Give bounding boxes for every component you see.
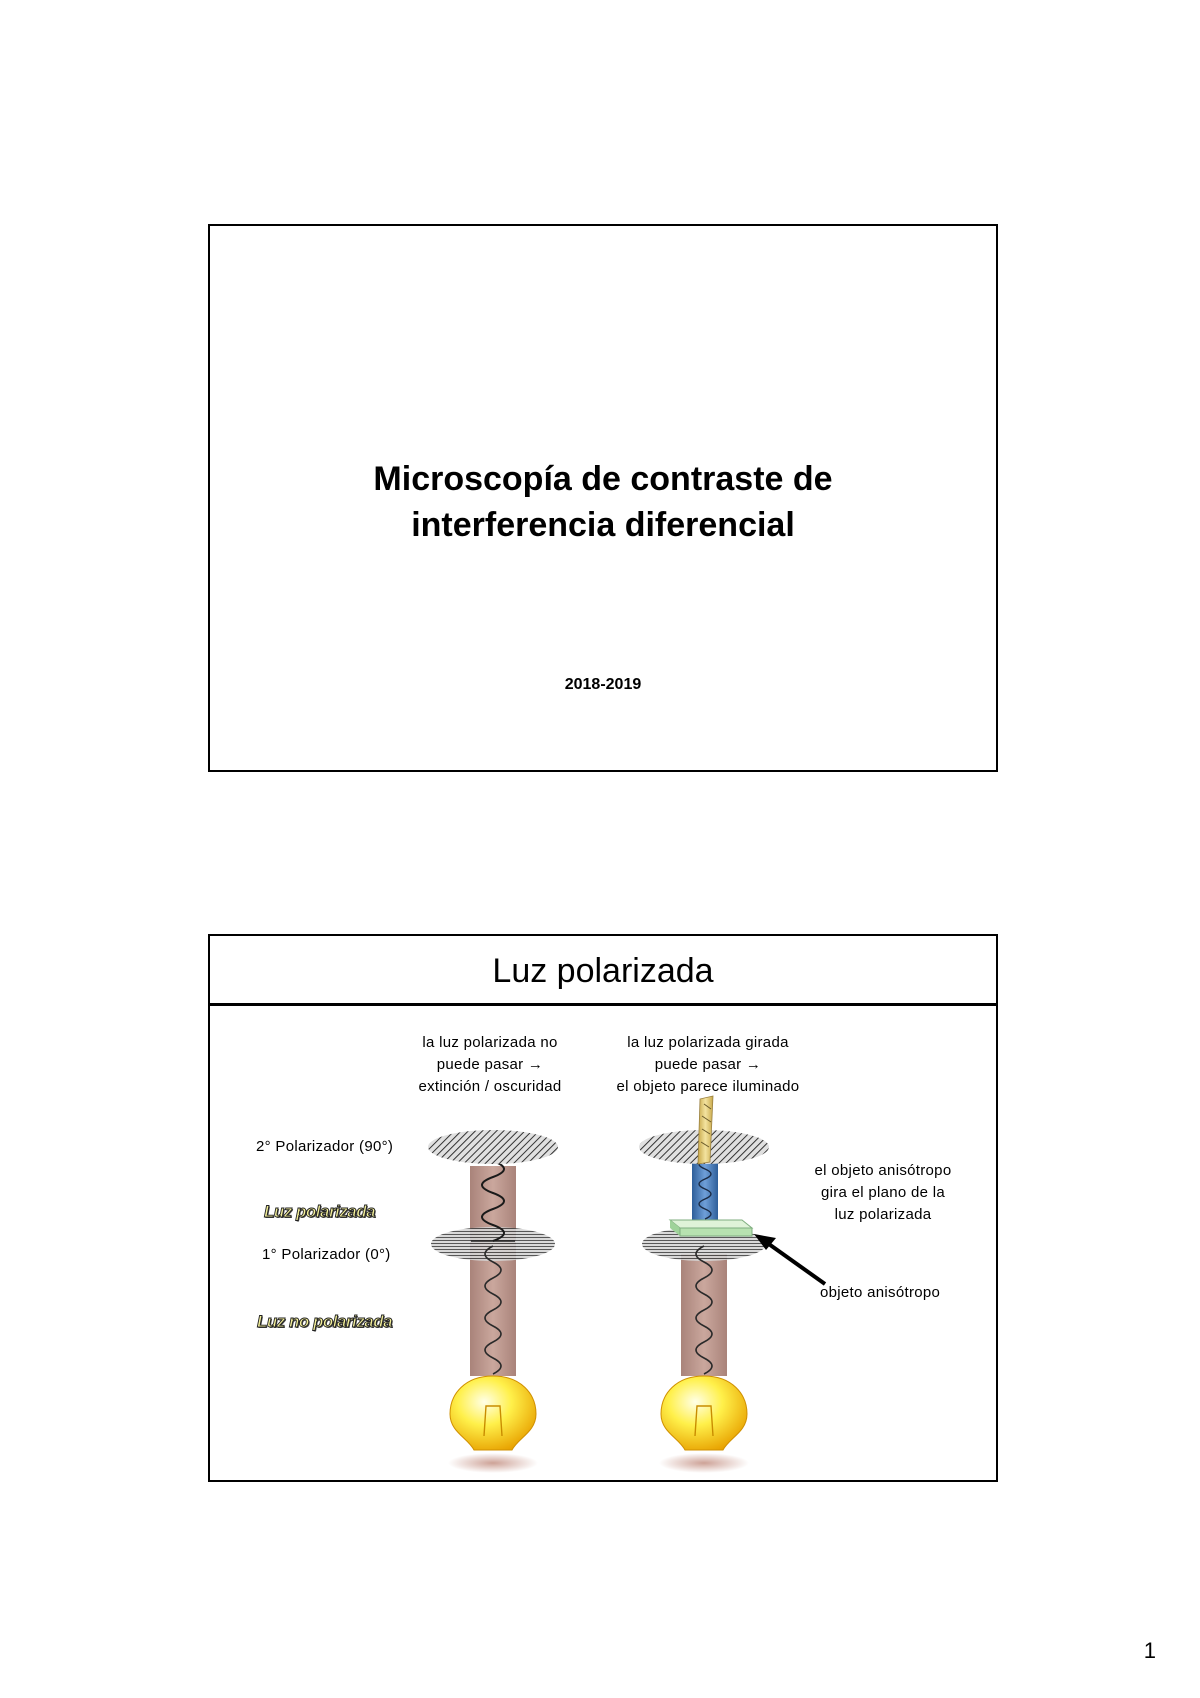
caption-line: puede pasar → xyxy=(654,1056,762,1073)
transmitted-light-beam xyxy=(698,1096,713,1164)
polarized-light-label: Luz polarizada xyxy=(264,1202,376,1221)
anisotropic-object-label: objeto anisótropo xyxy=(820,1284,941,1301)
rotation-note xyxy=(798,1160,968,1226)
caption-line: la luz polarizada no xyxy=(422,1034,558,1051)
academic-year: 2018-2019 xyxy=(564,676,642,693)
bulb-shadow xyxy=(659,1453,749,1473)
second-polarizer-label: 2° Polarizador (90°) xyxy=(256,1138,394,1155)
slide-title: Luz polarizada xyxy=(492,952,714,990)
light-bulb-right xyxy=(661,1376,747,1450)
pointer-arrow xyxy=(754,1234,825,1284)
unpolarized-light-label: Luz no polarizada xyxy=(257,1312,393,1331)
first-polarizer-label: 1° Polarizador (0°) xyxy=(262,1246,391,1263)
page-number: 1 xyxy=(1143,1638,1156,1663)
left-setup xyxy=(428,1130,558,1473)
title-line-1: Microscopía de contraste de xyxy=(373,460,833,498)
polarized-light-slide xyxy=(208,934,998,1482)
note-line: el objeto anisótropo xyxy=(814,1162,952,1179)
caption-line: la luz polarizada girada xyxy=(627,1034,789,1051)
title-slide xyxy=(208,224,998,772)
caption-line: el objeto parece iluminado xyxy=(616,1078,800,1095)
bulb-shadow xyxy=(448,1453,538,1473)
title-line-2: interferencia diferencial xyxy=(411,506,795,544)
light-beam xyxy=(470,1166,516,1376)
note-line: gira el plano de la xyxy=(820,1184,946,1201)
first-polarizer-disc xyxy=(431,1227,555,1261)
anisotropic-object xyxy=(670,1220,752,1236)
right-caption xyxy=(593,1032,823,1098)
second-polarizer-disc xyxy=(428,1130,558,1164)
right-setup xyxy=(639,1096,769,1473)
caption-line: puede pasar → xyxy=(436,1056,544,1073)
left-caption xyxy=(385,1032,595,1098)
note-line: luz polarizada xyxy=(834,1206,932,1223)
caption-line: extinción / oscuridad xyxy=(418,1078,562,1095)
light-bulb-left xyxy=(450,1376,536,1450)
slide-title xyxy=(210,456,996,548)
